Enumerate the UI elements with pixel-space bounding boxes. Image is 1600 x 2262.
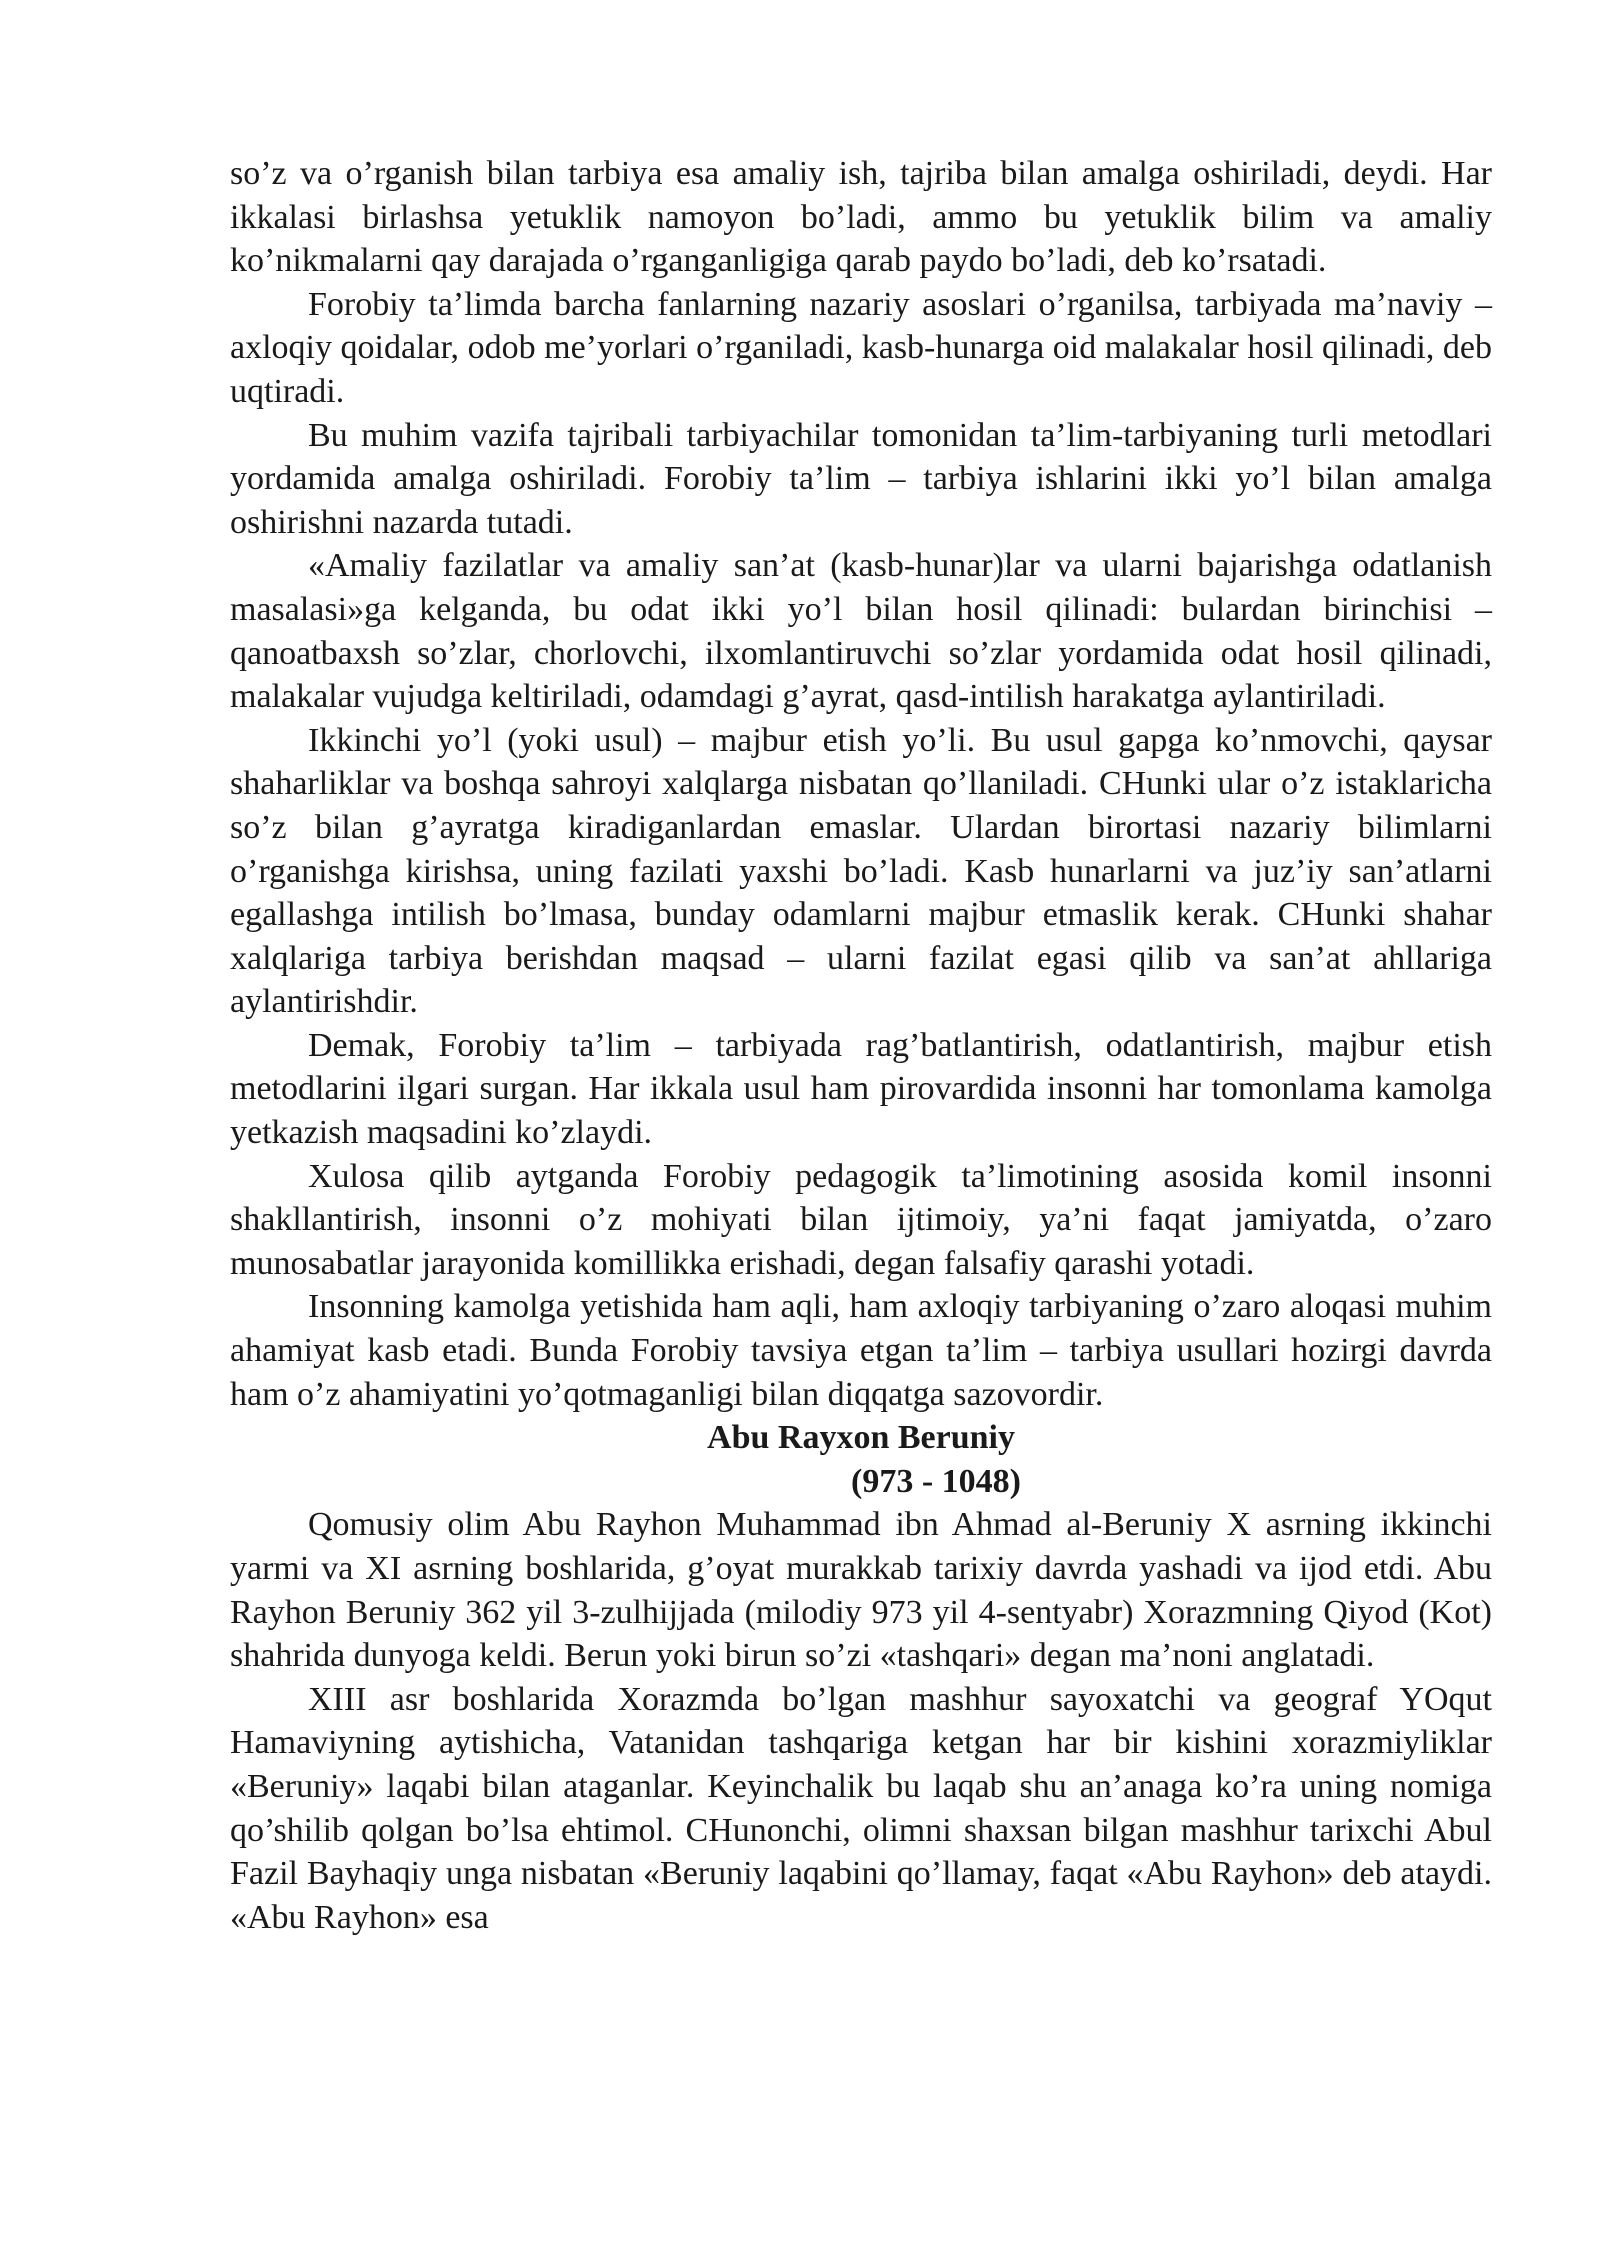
section-years: (973 - 1048) <box>851 1462 1021 1500</box>
paragraph: Ikkinchi yo’l (yoki usul) – majbur etish yo’li. Bu usul gapga ko’nmovchi, qaysar shaharliklar va boshqa sahroyi xalqlarga nisbatan qo’llaniladi. CHunki ular o’z istaklaricha so’z bilan g’ayratga kiradiganlardan emaslar. Ulardan birortasi nazariy bilimlarni o’rganishga kirishsa, uning fazilati yaxshi bo’ladi. Kasb hunarlarni va juz’iy san’atlarni egallashga intilish bo’lmasa, bunday odamlarni majbur etmaslik kerak. CHunki shahar xalqlariga tarbiya berishdan maqsad – ularni fazilat egasi qilib va san’at ahllariga aylantirishdir. <box>230 721 1492 1021</box>
section-title: Abu Rayxon Beruniy <box>707 1419 1015 1457</box>
paragraph: Insonning kamolga yetishida ham aqli, ham axloqiy tarbiyaning o’zaro aloqasi muhim ahamiyat kasb etadi. Bunda Forobiy tavsiya etgan ta’lim – tarbiya usullari hozirgi davrda ham o’z ahamiyatini yo’qotmaganligi bilan diqqatga sazovordir. <box>230 1288 1492 1413</box>
document-page <box>230 152 1492 1939</box>
paragraph: Qomusiy olim Abu Rayhon Muhammad ibn Ahmad al-Beruniy X asrning ikkinchi yarmi va XI asrning boshlarida, g’oyat murakkab tarixiy davrda yashadi va ijod etdi. Abu Rayhon Beruniy 362 yil 3-zulhijjada (milodiy 973 yil 4-sentyabr) Xorazmning Qiyod (Kot) shahrida dunyoga keldi. Berun yoki birun so’zi «tashqari» degan ma’noni anglatadi. <box>230 1506 1492 1675</box>
paragraph-continuation: so’z va o’rganish bilan tarbiya esa amaliy ish, tajriba bilan amalga oshiriladi, deydi. Har ikkalasi birlashsa yetuklik namoyon bo’ladi, ammo bu yetuklik bilim va amaliy ko’nikmalarni qay darajada o’rganganligiga qarab paydo bo’ladi, deb ko’rsatadi. <box>230 155 1492 280</box>
paragraph: Xulosa qilib aytganda Forobiy pedagogik ta’limotining asosida komil insonni shakllantirish, insonni o’z mohiyati bilan ijtimoiy, ya’ni faqat jamiyatda, o’zaro munosabatlar jarayonida komillikka erishadi, degan falsafiy qarashi yotadi. <box>230 1157 1492 1282</box>
paragraph: «Amaliy fazilatlar va amaliy san’at (kasb-hunar)lar va ularni bajarishga odatlanish masalasi»ga kelganda, bu odat ikki yo’l bilan hosil qilinadi: bulardan birinchisi – qanoatbaxsh so’zlar, chorlovchi, ilxomlantiruvchi so’zlar yordamida odat hosil qilinadi, malakalar vujudga keltiriladi, odamdagi g’ayrat, qasd-intilish harakatga aylantiriladi. <box>230 547 1492 716</box>
paragraph: Bu muhim vazifa tajribali tarbiyachilar tomonidan ta’lim-tarbiyaning turli metodlari yordamida amalga oshiriladi. Forobiy ta’lim – tarbiya ishlarini ikki yo’l bilan amalga oshirishni nazarda tutadi. <box>230 416 1492 541</box>
paragraph: Demak, Forobiy ta’lim – tarbiyada rag’batlantirish, odatlantirish, majbur etish metodlarini ilgari surgan. Har ikkala usul ham pirovardida insonni har tomonlama kamolga yetkazish maqsadini ko’zlaydi. <box>230 1026 1492 1152</box>
paragraph: Forobiy ta’limda barcha fanlarning nazariy asoslari o’rganilsa, tarbiyada ma’naviy – axloqiy qoidalar, odob me’yorlari o’rganiladi, kasb-hunarga oid malakalar hosil qilinadi, deb uqtiradi. <box>230 285 1492 410</box>
paragraph: XIII asr boshlarida Xorazmda bo’lgan mashhur sayoxatchi va geograf YOqut Hamaviyning aytishicha, Vatanidan tashqariga ketgan har bir kishini xorazmiyliklar «Beruniy» laqabi bilan ataganlar. Keyinchalik bu laqab shu an’anaga ko’ra uning nomiga qo’shilib qolgan bo’lsa ehtimol. CHunonchi, olimni shaxsan bilgan mashhur tarixchi Abul Fazil Bayhaqiy unga nisbatan «Beruniy laqabini qo’llamay, faqat «Abu Rayhon» deb ataydi. «Abu Rayhon» esa <box>230 1680 1492 1936</box>
